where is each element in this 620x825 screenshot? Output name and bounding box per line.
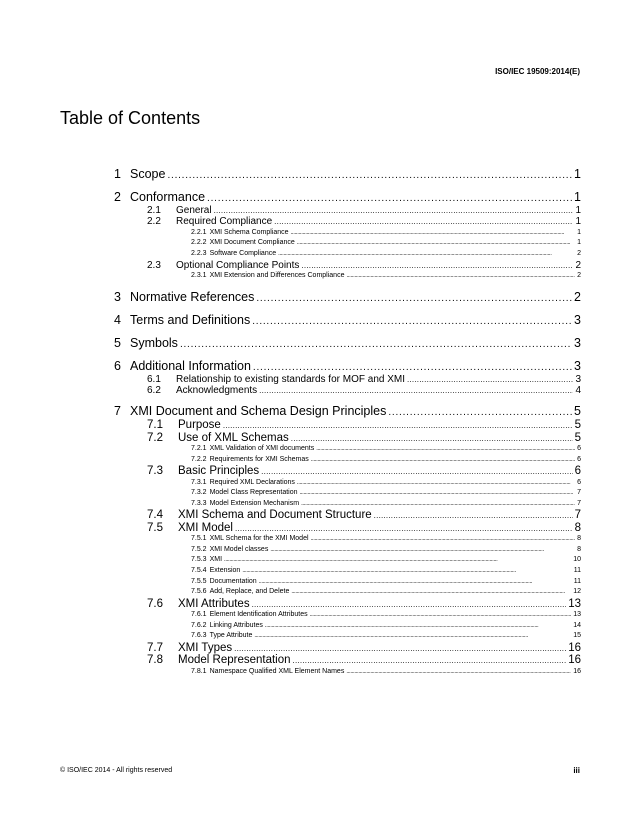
toc-leader-dots: [242, 566, 571, 577]
toc-entry-number: 7.2.2: [191, 455, 207, 463]
toc-entry[interactable]: [0, 522, 620, 534]
toc-entry-number: 7.3.3: [191, 499, 207, 507]
toc-leader-dots: [265, 621, 571, 632]
toc-entry-number: 7.3.2: [191, 489, 207, 497]
toc-entry-label: Basic Principles: [178, 465, 260, 478]
toc-leader-dots: [223, 421, 573, 430]
toc-entry-label: Add, Replace, and Delete: [209, 588, 290, 596]
toc-entry-label: Additional Information: [130, 358, 251, 373]
toc-entry-number: 6.2: [147, 384, 161, 396]
toc-entry-label: XMI Model classes: [209, 545, 269, 553]
toc-entry-number: 7.2.1: [191, 445, 207, 453]
toc-entry[interactable]: [0, 455, 620, 466]
toc-entry-label: XML Validation of XMI documents: [209, 445, 315, 453]
toc-entry-label: Model Representation: [178, 654, 291, 667]
toc-entry[interactable]: [0, 478, 620, 489]
toc-entry[interactable]: [0, 205, 620, 216]
toc-entry-page: 6: [577, 455, 581, 463]
toc-entry[interactable]: [0, 190, 620, 205]
toc-entry-number: 7.8: [147, 654, 163, 667]
toc-entry-page: 1: [575, 216, 581, 228]
toc-entry-page: 2: [574, 289, 581, 304]
toc-entry[interactable]: [0, 598, 620, 610]
toc-entry[interactable]: [0, 577, 620, 588]
document-header: ISO/IEC 19509:2014(E): [495, 67, 580, 76]
toc-entry-number: 7.8.1: [191, 667, 207, 675]
toc-entry-label: Type Attribute: [209, 632, 253, 640]
toc-entry-number: 7.4: [147, 509, 163, 522]
toc-entry-number: 7.5.1: [191, 535, 207, 543]
toc-entry[interactable]: [0, 509, 620, 521]
toc-entry[interactable]: [0, 432, 620, 444]
toc-entry-number: 7.2: [147, 431, 163, 444]
toc-entry-page: 14: [573, 621, 581, 629]
toc-entry-number: 3: [114, 289, 121, 304]
toc-entry-page: 3: [574, 358, 581, 373]
toc-entry-page: 3: [575, 373, 581, 385]
toc-entry-page: 4: [575, 384, 581, 396]
toc-entry-label: Required Compliance: [176, 216, 273, 228]
toc-leader-dots: [311, 455, 575, 466]
toc-leader-dots: [346, 667, 571, 678]
toc-entry[interactable]: [0, 587, 620, 598]
toc-entry[interactable]: [0, 534, 620, 545]
toc-entry-number: 7.6.3: [191, 632, 207, 640]
toc-entry-page: 16: [573, 667, 581, 675]
toc-leader-dots: [259, 577, 572, 588]
toc-entry-label: Terms and Definitions: [130, 312, 251, 327]
toc-entry-page: 1: [577, 228, 581, 236]
toc-entry-page: 16: [568, 654, 581, 667]
toc-entry-label: Acknowledgments: [176, 384, 258, 396]
toc-entry-page: 7: [574, 509, 581, 522]
toc-entry-number: 2.3: [147, 259, 161, 271]
toc-leader-dots: [252, 600, 567, 609]
toc-entry-number: 2.3.1: [191, 271, 207, 279]
toc-entry[interactable]: [0, 555, 620, 566]
toc-entry-page: 5: [574, 404, 581, 419]
toc-entry-number: 7.6.1: [191, 611, 207, 619]
toc-entry-number: 7.5.3: [191, 556, 207, 564]
toc-entry-label: Conformance: [130, 190, 206, 204]
toc-entry-number: 7: [114, 404, 121, 419]
toc-entry-page: 16: [568, 641, 581, 654]
toc-entry-page: 2: [577, 249, 581, 257]
toc-leader-dots: [293, 656, 567, 665]
toc-leader-dots: [259, 386, 573, 395]
toc-leader-dots: [274, 217, 573, 226]
toc-entry[interactable]: [0, 249, 620, 260]
page-title: Table of Contents: [60, 108, 201, 128]
toc-leader-dots: [310, 610, 572, 621]
toc-leader-dots: [224, 555, 571, 566]
toc-entry-page: 1: [577, 239, 581, 247]
toc-entry[interactable]: [0, 419, 620, 431]
toc-leader-dots: [207, 193, 572, 204]
toc-entry-page: 1: [574, 167, 581, 181]
toc-leader-dots: [300, 488, 576, 499]
toc-entry-label: Documentation: [209, 577, 257, 585]
toc-entry-page: 7: [577, 489, 581, 497]
toc-entry-number: 7.5.5: [191, 577, 207, 585]
toc-entry[interactable]: [0, 642, 620, 654]
toc-entry-label: XMI Attributes: [178, 597, 250, 610]
toc-entry-number: 7.6: [147, 597, 163, 610]
toc-leader-dots: [301, 261, 573, 270]
toc-entry-label: Normative References: [130, 289, 255, 304]
toc-entry-number: 2.2.2: [191, 239, 207, 247]
toc-entry-page: 6: [574, 465, 581, 478]
toc-entry[interactable]: [0, 404, 620, 419]
toc-entry-label: Element Identification Attributes: [209, 611, 308, 619]
toc-leader-dots: [291, 228, 576, 239]
toc-entry-label: XMI Extension and Differences Compliance: [209, 271, 345, 279]
toc-entry-page: 1: [574, 190, 581, 204]
toc-entry-page: 6: [577, 445, 581, 453]
toc-entry-label: Requirements for XMI Schemas: [209, 455, 309, 463]
toc-entry-label: XMI Document and Schema Design Principles: [130, 404, 387, 419]
toc-entry-page: 2: [577, 271, 581, 279]
toc-leader-dots: [316, 444, 575, 455]
toc-entry[interactable]: [0, 167, 620, 182]
toc-entry-number: 2: [114, 190, 121, 204]
toc-leader-dots: [297, 478, 575, 489]
toc-leader-dots: [235, 524, 573, 533]
table-of-contents: [0, 167, 620, 677]
toc-entry[interactable]: [0, 216, 620, 227]
toc-entry-number: 7.5.2: [191, 545, 207, 553]
toc-entry[interactable]: [0, 654, 620, 666]
toc-entry[interactable]: [0, 385, 620, 396]
toc-leader-dots: [167, 170, 572, 181]
toc-leader-dots: [291, 434, 573, 443]
toc-entry[interactable]: [0, 336, 620, 351]
toc-entry-page: 8: [574, 521, 581, 534]
toc-leader-dots: [407, 375, 573, 384]
toc-entry-label: XMI Document Compliance: [209, 239, 295, 247]
toc-entry-number: 1: [114, 167, 121, 181]
toc-entry[interactable]: [0, 631, 620, 642]
toc-leader-dots: [261, 467, 572, 476]
toc-entry-number: 7.5: [147, 521, 163, 534]
toc-entry-page: 12: [573, 588, 581, 596]
toc-entry-number: 7.1: [147, 419, 163, 432]
toc-entry-page: 3: [574, 312, 581, 327]
toc-entry-number: 5: [114, 335, 121, 350]
toc-entry-number: 2.2.3: [191, 249, 207, 257]
toc-entry-label: Scope: [130, 167, 166, 181]
toc-entry[interactable]: [0, 290, 620, 305]
toc-entry-number: 2.2: [147, 216, 161, 228]
toc-entry-label: XMI Schema Compliance: [209, 228, 289, 236]
toc-leader-dots: [291, 587, 571, 598]
toc-leader-dots: [270, 545, 575, 556]
toc-entry-page: 8: [577, 535, 581, 543]
toc-entry[interactable]: [0, 610, 620, 621]
toc-entry-page: 11: [573, 567, 581, 575]
toc-leader-dots: [254, 631, 571, 642]
toc-entry-label: XMI Types: [178, 641, 233, 654]
page-number: iii: [573, 766, 580, 775]
toc-entry-number: 7.6.2: [191, 621, 207, 629]
toc-entry[interactable]: [0, 488, 620, 499]
copyright-notice: © ISO/IEC 2014 - All rights reserved: [60, 767, 173, 774]
toc-entry-label: Use of XML Schemas: [178, 431, 289, 444]
toc-entry[interactable]: [0, 313, 620, 328]
toc-leader-dots: [374, 511, 573, 520]
toc-leader-dots: [346, 271, 575, 282]
toc-entry-page: 3: [574, 335, 581, 350]
toc-entry-label: Model Extension Mechanism: [209, 499, 300, 507]
toc-entry-label: Model Class Representation: [209, 489, 298, 497]
toc-entry-page: 6: [577, 478, 581, 486]
toc-entry-label: Relationship to existing standards for MOF and XMI: [176, 373, 405, 385]
toc-entry[interactable]: [0, 444, 620, 455]
toc-entry-page: 13: [573, 611, 581, 619]
toc-entry-label: XMI: [209, 556, 223, 564]
toc-entry-label: XMI Model: [178, 521, 233, 534]
toc-entry-page: 1: [575, 205, 581, 216]
toc-entry-page: 5: [574, 431, 581, 444]
toc-leader-dots: [301, 499, 575, 510]
toc-entry-page: 11: [573, 577, 581, 585]
toc-leader-dots: [252, 316, 572, 327]
toc-entry-page: 5: [574, 419, 581, 432]
toc-entry-label: Symbols: [130, 335, 178, 350]
toc-entry-number: 7.5.4: [191, 567, 207, 575]
toc-entry-number: 2.2.1: [191, 228, 207, 236]
toc-entry[interactable]: [0, 374, 620, 385]
toc-entry[interactable]: [0, 545, 620, 556]
toc-entry-number: 4: [114, 312, 121, 327]
toc-entry[interactable]: [0, 566, 620, 577]
toc-entry-label: Software Compliance: [209, 249, 277, 257]
toc-leader-dots: [278, 249, 575, 260]
toc-leader-dots: [388, 407, 572, 418]
toc-entry-number: 7.7: [147, 641, 163, 654]
toc-leader-dots: [297, 238, 575, 249]
toc-entry-label: XMI Schema and Document Structure: [178, 509, 372, 522]
toc-leader-dots: [253, 362, 572, 373]
toc-entry[interactable]: [0, 621, 620, 632]
toc-entry-page: 7: [577, 499, 581, 507]
toc-entry-number: 7.3: [147, 465, 163, 478]
toc-entry[interactable]: [0, 667, 620, 678]
toc-entry-page: 15: [573, 632, 581, 640]
toc-entry-number: 6.1: [147, 373, 161, 385]
toc-entry-label: Required XML Declarations: [209, 478, 295, 486]
toc-entry-page: 13: [568, 597, 581, 610]
toc-entry[interactable]: [0, 465, 620, 477]
toc-entry-number: 7.5.6: [191, 588, 207, 596]
toc-entry[interactable]: [0, 271, 620, 282]
toc-entry[interactable]: [0, 499, 620, 510]
toc-entry-page: 8: [577, 545, 581, 553]
toc-entry-label: XML Schema for the XMI Model: [209, 535, 309, 543]
toc-entry-number: 6: [114, 358, 121, 373]
toc-entry-label: Extension: [209, 567, 241, 575]
toc-leader-dots: [311, 534, 576, 545]
toc-entry-label: General: [176, 205, 212, 216]
toc-entry-label: Purpose: [178, 419, 221, 432]
toc-entry[interactable]: [0, 228, 620, 239]
toc-entry-label: Namespace Qualified XML Element Names: [209, 667, 345, 675]
toc-entry[interactable]: [0, 359, 620, 374]
toc-entry-page: 10: [573, 556, 581, 564]
toc-entry-page: 2: [575, 259, 581, 271]
toc-leader-dots: [256, 293, 572, 304]
toc-leader-dots: [214, 206, 574, 215]
toc-entry[interactable]: [0, 260, 620, 271]
toc-leader-dots: [234, 644, 566, 653]
toc-entry-number: 2.1: [147, 205, 161, 216]
toc-entry-number: 7.3.1: [191, 478, 207, 486]
toc-entry-label: Linking Attributes: [209, 621, 263, 629]
toc-entry-label: Optional Compliance Points: [176, 259, 300, 271]
toc-leader-dots: [180, 339, 572, 350]
toc-entry[interactable]: [0, 238, 620, 249]
